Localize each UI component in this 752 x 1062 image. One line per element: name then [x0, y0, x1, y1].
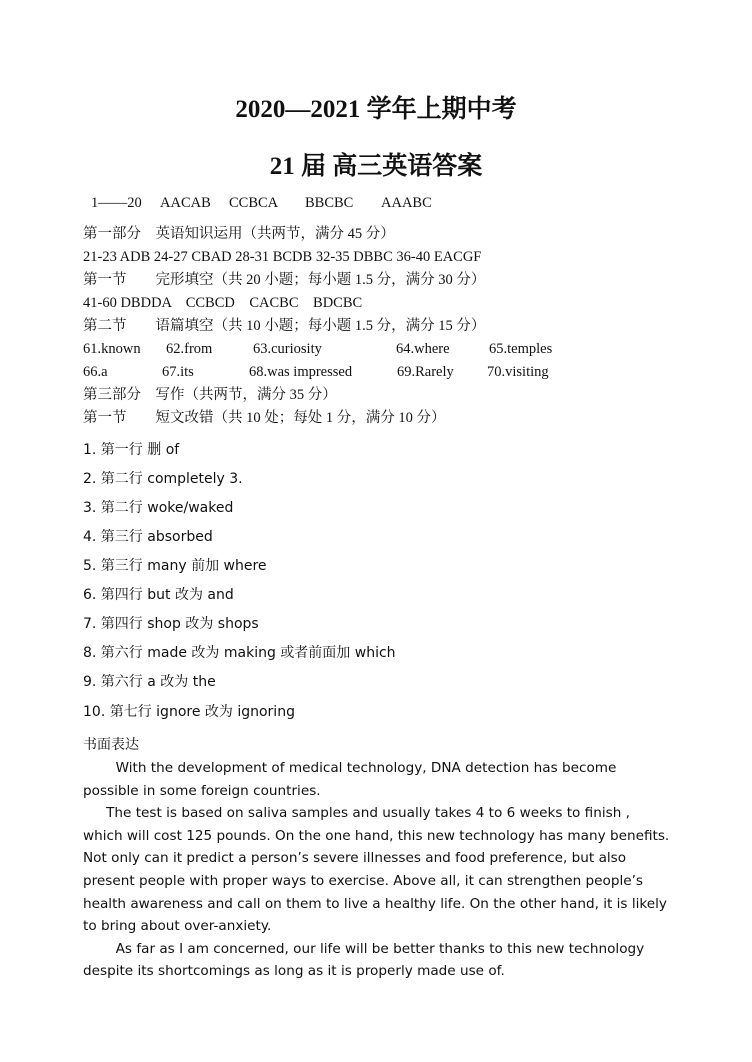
correction-item: 10. 第七行 ignore 改为 ignoring — [83, 704, 295, 720]
listening-group: AACAB — [160, 195, 211, 211]
correction-item: 8. 第六行 made 改为 making 或者前面加 which — [83, 645, 396, 661]
cloze-answers: 41-60 DBDDA CCBCD CACBC BDCBC — [83, 295, 363, 311]
correction-item: 4. 第三行 absorbed — [83, 529, 213, 545]
correction-item: 7. 第四行 shop 改为 shops — [83, 616, 259, 632]
grammar-heading: 第二节 语篇填空（共 10 小题；每小题 1.5 分，满分 15 分） — [83, 318, 486, 334]
part1-heading: 第一部分 英语知识运用（共两节，满分 45 分） — [83, 226, 395, 242]
essay-paragraph: The test is based on saliva samples and usually takes 4 to 6 weeks to finish , which will cost 125 pounds. On the one hand, this new technology has many benefits. Not only can it predict a person’s severe illnesses and food preference, but also present people with proper ways to exercise. Above all, it can strengthen people’s health awareness and call on them to live a healthy life. On the other hand, it is likely to bring about over-anxiety. — [83, 805, 670, 935]
grammar-answer: 63.curiosity — [253, 341, 322, 357]
essay-heading: 书面表达 — [83, 737, 139, 753]
grammar-answer: 68.was impressed — [249, 364, 353, 380]
correction-item: 3. 第二行 woke/waked — [83, 500, 234, 516]
essay-paragraph: As far as I am concerned, our life will be better thanks to this new technology despite its shortcomings as long as it is properly made use of. — [83, 940, 645, 980]
essay-body — [83, 757, 673, 983]
grammar-answer: 65.temples — [489, 341, 553, 357]
cloze-heading: 第一节 完形填空（共 20 小题；每小题 1.5 分，满分 30 分） — [83, 272, 486, 288]
grammar-answer: 66.a — [83, 364, 108, 380]
reading-answers: 21-23 ADB 24-27 CBAD 28-31 BCDB 32-35 DBBC 36-40 EACGF — [83, 249, 482, 265]
grammar-answer: 70.visiting — [487, 364, 549, 380]
part3-heading: 第三部分 写作（共两节，满分 35 分） — [83, 387, 337, 403]
correction-heading: 第一节 短文改错（共 10 处；每处 1 分，满分 10 分） — [83, 410, 446, 426]
correction-item: 2. 第二行 completely 3. — [83, 471, 243, 487]
correction-item: 6. 第四行 but 改为 and — [83, 587, 234, 603]
listening-group: BBCBC — [305, 195, 354, 211]
grammar-answer: 69.Rarely — [397, 364, 454, 380]
listening-group: AAABC — [381, 195, 432, 211]
grammar-answer: 61.known — [83, 341, 141, 357]
correction-item: 9. 第六行 a 改为 the — [83, 674, 216, 690]
grammar-answer: 64.where — [396, 341, 450, 357]
answer-key-title: 21 届 高三英语答案 — [269, 153, 483, 180]
exam-title: 2020—2021 学年上期中考 — [235, 96, 517, 123]
listening-group: CCBCA — [229, 195, 279, 211]
correction-item: 1. 第一行 删 of — [83, 442, 180, 458]
correction-item: 5. 第三行 many 前加 where — [83, 558, 267, 574]
listening-range: 1——20 — [91, 195, 142, 211]
grammar-answer: 67.its — [162, 364, 194, 380]
essay-paragraph: With the development of medical technology, DNA detection has become possible in some foreign countries. — [83, 760, 617, 799]
grammar-answer: 62.from — [166, 341, 213, 357]
